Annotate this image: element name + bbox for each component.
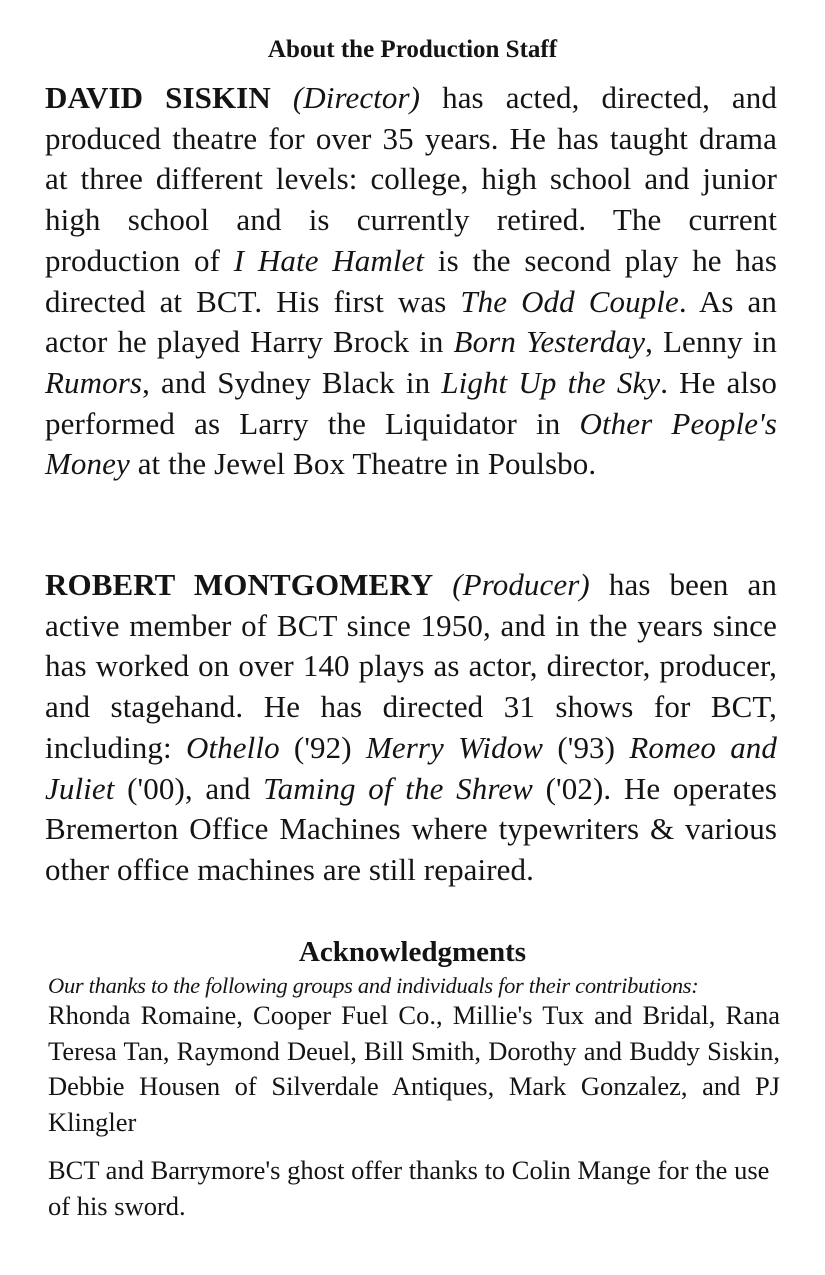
bio-name: ROBERT MONTGOMERY [45,567,434,602]
acknowledgments-list: Rhonda Romaine, Cooper Fuel Co., Millie's Tux and Bridal, Rana Teresa Tan, Raymond Deuel, Bill Smith, Dorothy and Buddy Siskin, Debbie Housen of Silverdale Antiques, Mark Gonzalez, and PJ Klingler [48,1000,780,1137]
bio-name: DAVID SISKIN [45,80,271,115]
show-title: The Odd Couple [460,283,679,319]
bio-text: ('92) [279,729,366,765]
bio-text: , Lenny in [645,324,777,360]
bio-text: ('00), and [114,770,264,806]
show-title: Othello [185,729,280,765]
show-title: Light Up the Sky [441,364,661,400]
show-title: Taming of the Shrew [263,770,533,806]
acknowledgments-intro: Our thanks to the following groups and individuals for their contributions: [48,973,699,998]
bio-text: at the Jewel Box Theatre in Poulsbo. [129,446,597,482]
bio-robert-montgomery [45,565,777,891]
acknowledgments-title: Acknowledgments [298,936,527,968]
bio-role: (Producer) [452,567,590,602]
bio-text: is the second play he has directed at BCT. His first was [45,242,778,319]
bio-text: ('93) [543,729,630,765]
show-title: Merry Widow [365,729,544,765]
bio-text: . As an actor he played Harry Brock in [45,283,777,360]
acknowledgments-note: BCT and Barrymore's ghost offer thanks to Colin Mange for the use of his sword. [48,1155,770,1221]
bio-text: ('02). He operates Bremerton Office Machines where typewriters & various other office machines are still repaired. [45,770,777,887]
bio-david-siskin [45,78,777,485]
show-title: I Hate Hamlet [233,242,425,278]
show-title: Born Yesterday [453,324,646,360]
show-title: Other People's Money [45,405,777,482]
bio-text: . He also performed as Larry the Liquidator in [45,364,777,441]
bio-role: (Director) [292,80,421,115]
show-title: Rumors [45,364,143,400]
bio-text: has acted, directed, and produced theatre for over 35 years. He has taught drama at three different levels: college, high school and junior high school and is currently retired. The current production of [45,80,777,278]
show-title: Romeo and Juliet [45,729,777,806]
section-title: About the Production Staff [267,36,558,63]
bio-text: , and Sydney Black in [142,364,442,400]
bio-text: has been an active member of BCT since 1950, and in the years since has worked on over 140 plays as actor, director, producer, and stagehand. He has directed 31 shows for BCT, including: [45,567,777,765]
